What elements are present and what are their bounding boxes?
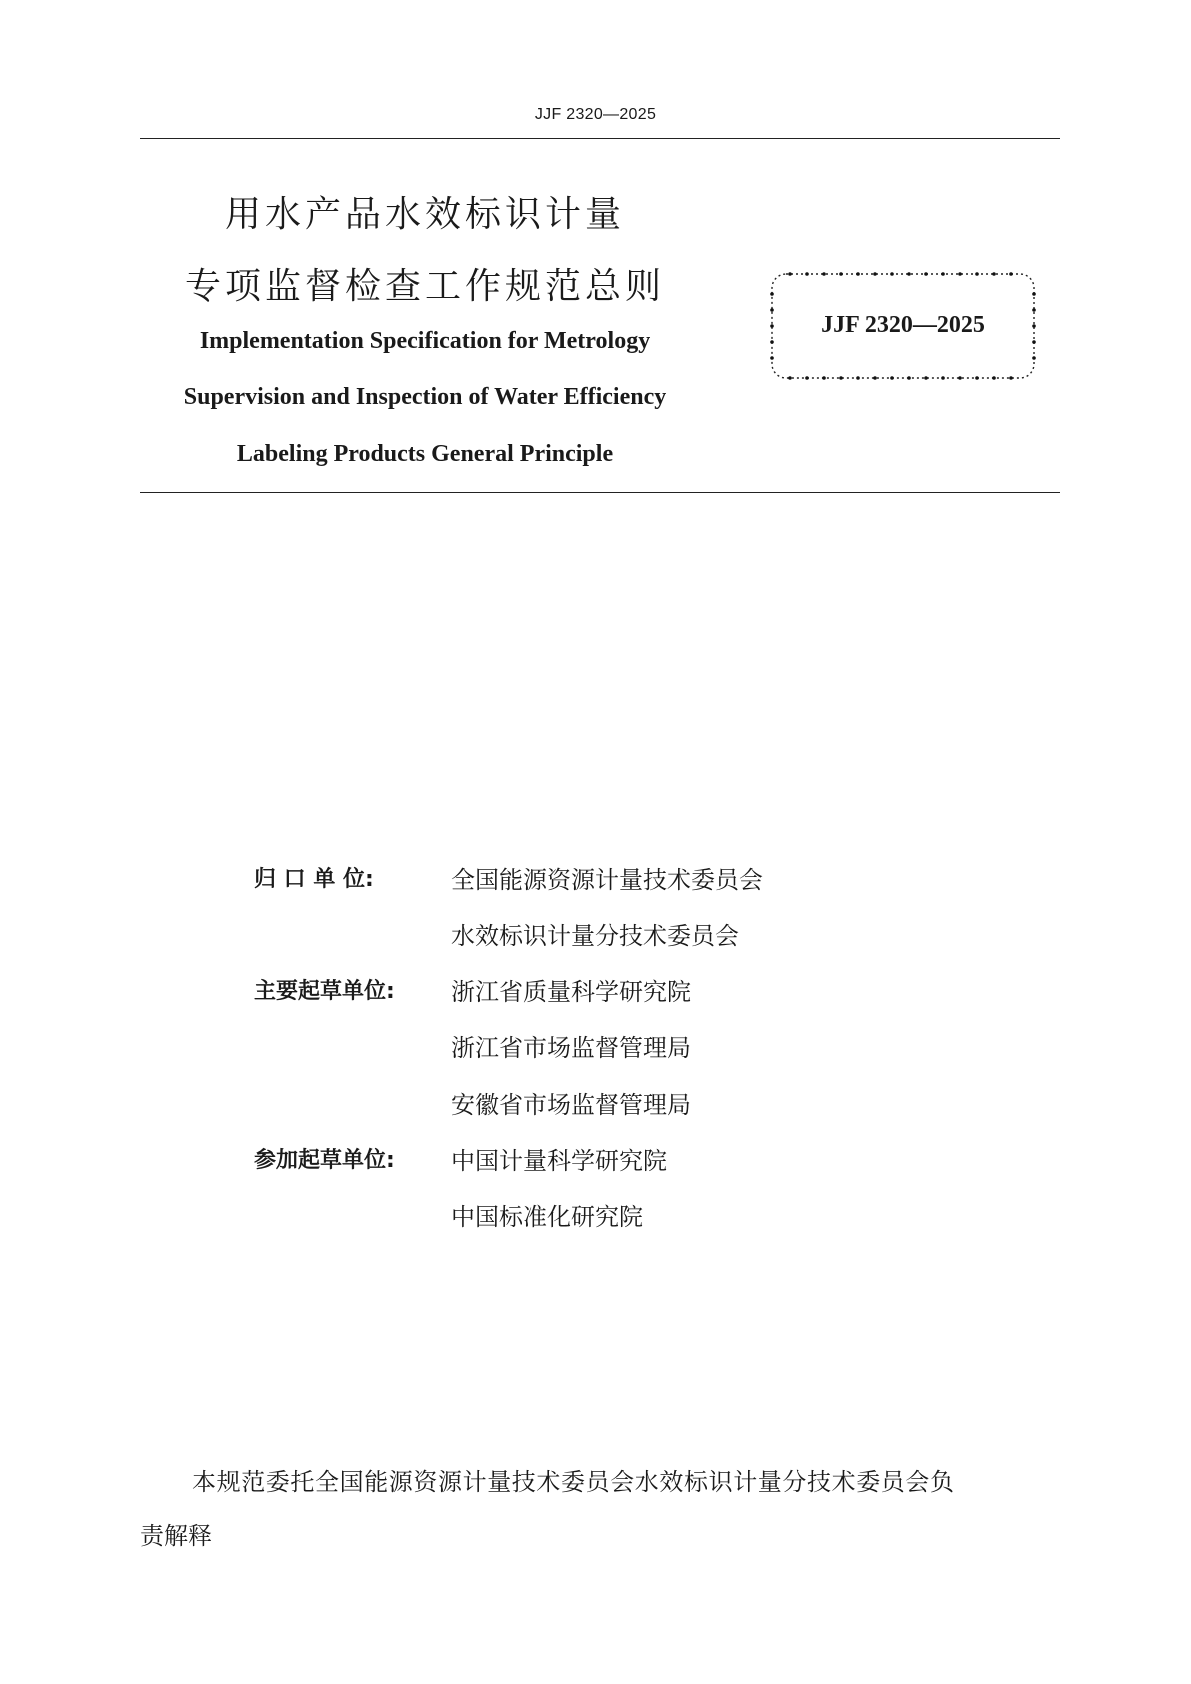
top-rule [140,138,1060,139]
title-en-line2: Supervision and Inspection of Water Efficiency [183,384,667,410]
code-box [768,270,1038,382]
running-header-code: JJF 2320—2025 [534,106,657,123]
interpretation-line2: 责解释 [140,1522,212,1550]
interpretation-line1: 本规范委托全国能源资源计量技术委员会水效标识计量分技术委员会负 [192,1468,955,1496]
interpretation-note [140,1455,1060,1563]
responsible-unit-1: 全国能源资源计量技术委员会 [451,866,763,894]
main-drafting-unit-3: 安徽省市场监督管理局 [451,1091,691,1119]
title-cn-line1: 用水产品水效标识计量 [224,194,625,235]
responsible-unit-2: 水效标识计量分技术委员会 [451,922,739,950]
participating-drafting-label: 参加起草单位: [254,1148,395,1173]
responsible-unit-label: 归 口 单 位: [254,867,374,892]
participating-drafting-unit-1: 中国计量科学研究院 [451,1147,667,1175]
title-en-line1: Implementation Specification for Metrology [199,328,651,354]
standard-code: JJF 2320—2025 [821,312,985,338]
title-en-line3: Labeling Products General Principle [236,441,614,467]
main-drafting-unit-2: 浙江省市场监督管理局 [451,1034,691,1062]
bottom-rule [140,492,1060,493]
participating-drafting-unit-2: 中国标准化研究院 [451,1203,643,1231]
main-drafting-unit-1: 浙江省质量科学研究院 [451,978,691,1006]
main-drafting-label: 主要起草单位: [254,979,395,1004]
title-cn-line2: 专项监督检查工作规范总则 [184,266,665,307]
